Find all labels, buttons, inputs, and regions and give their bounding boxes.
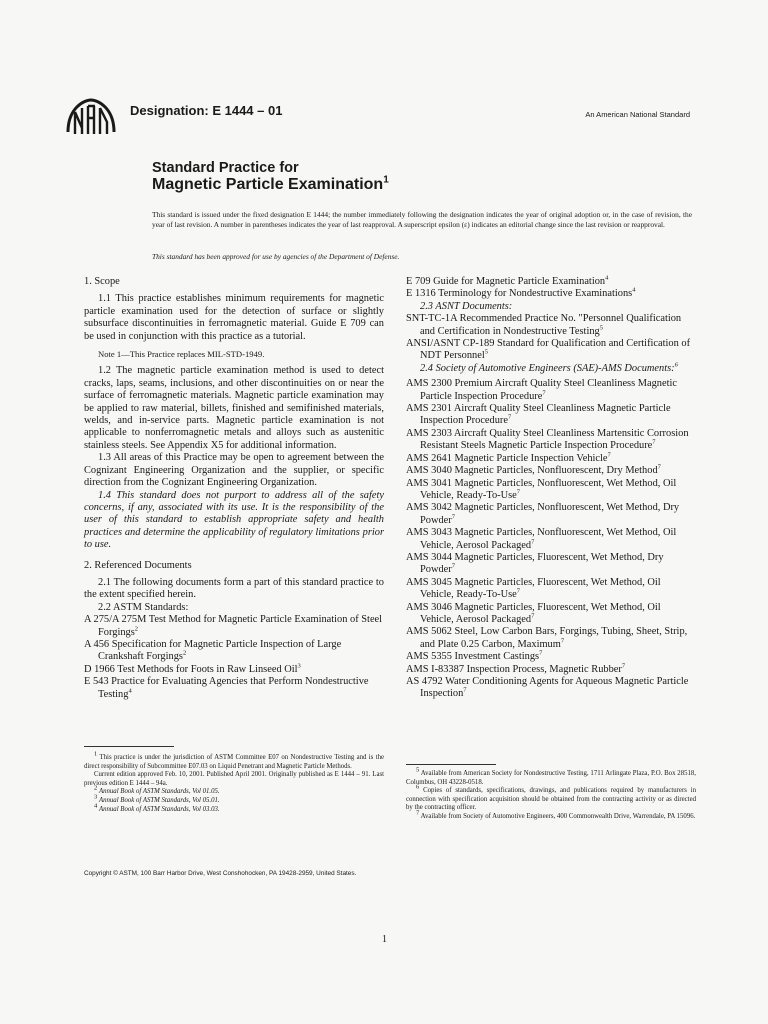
para-2-2: 2.2 ASTM Standards: bbox=[98, 601, 189, 613]
footnote-4: $^4$ Annual Book of ASTM Standards, Vol 03.03. bbox=[94, 802, 220, 813]
ref-item: SNT-TC-1A Recommended Practice No. "Personnel Qualification and Certification in Nondestructive Testing$^5$ bbox=[406, 313, 682, 337]
ref-item: AMS 2641 Magnetic Particle Inspection Vehicle$^7$ bbox=[406, 451, 611, 464]
ref-item: AMS 5355 Investment Castings$^7$ bbox=[406, 649, 543, 663]
refdocs-heading: 2. Referenced Documents bbox=[84, 559, 192, 571]
note-1: Note 1—This Practice replaces MIL-STD-1949. bbox=[98, 349, 265, 360]
ref-item: ANSI/ASNT CP-189 Standard for Qualification and Certification of NDT Personnel$^5$ bbox=[406, 338, 691, 362]
ref-item: AMS 3045 Magnetic Particles, Fluorescent, Wet Method, Oil Vehicle, Ready-To-Use$^7$ bbox=[406, 576, 661, 601]
footnotes-right bbox=[406, 766, 697, 822]
ref-item: E 543 Practice for Evaluating Agencies that Perform Nondestructive Testing$^4$ bbox=[84, 676, 369, 700]
ref-item: AMS 3043 Magnetic Particles, Nonfluorescent, Wet Method, Oil Vehicle, Aerosol Packaged$^7$ bbox=[406, 527, 677, 551]
ref-item: AMS 3041 Magnetic Particles, Nonfluorescent, Wet Method, Oil Vehicle, Ready-To-Use$^7$ bbox=[406, 477, 677, 501]
footnote-1-edition: Current edition approved Feb. 10, 2001. Published April 2001. Originally published as E 1444 – 91. Last previous edition E 1444 – 94a. bbox=[84, 771, 384, 787]
ref-item: D 1966 Test Methods for Foots in Raw Linseed Oil$^3$ bbox=[84, 662, 301, 675]
ref-item: AMS 5062 Steel, Low Carbon Bars, Forgings, Tubing, Sheet, Strip, and Plate 0.25 Carbon, Maximum$^7$ bbox=[406, 626, 688, 650]
footnote-7: $^7$ Available from Society of Automotive Engineers, 400 Commonwealth Drive, Warrendale, PA 15096. bbox=[416, 809, 696, 820]
footnote-1: $^1$ This practice is under the jurisdiction of ASTM Committee E07 on Nondestructive Testing and is the direct responsibility of Subcommittee E07.03 on Liquid Penetrant and Magnetic Particle Methods. bbox=[84, 750, 385, 770]
page-number: 1 bbox=[382, 934, 387, 945]
left-column bbox=[84, 276, 384, 701]
footnote-3: $^3$ Annual Book of ASTM Standards, Vol 05.01. bbox=[94, 793, 220, 804]
ref-item: AMS I-83387 Inspection Process, Magnetic Rubber$^7$ bbox=[406, 662, 626, 675]
approval-statement: This standard has been approved for use by agencies of the Department of Defense. bbox=[152, 252, 400, 261]
ref-item: E 1316 Terminology for Nondestructive Examinations$^4$ bbox=[406, 286, 636, 300]
title-line-1: Standard Practice for bbox=[152, 160, 299, 176]
ref-item: A 275/A 275M Test Method for Magnetic Particle Examination of Steel Forgings$^2$ bbox=[84, 614, 383, 638]
ref-item: A 456 Specification for Magnetic Particle Inspection of Large Crankshaft Forgings$^2$ bbox=[84, 638, 342, 663]
title-footnote-marker: 1 bbox=[383, 174, 389, 186]
right-column bbox=[406, 276, 696, 701]
para-2-1: 2.1 The following documents form a part of this standard practice to the extent specified herein. bbox=[84, 576, 384, 601]
ref-item: AMS 3046 Magnetic Particles, Fluorescent, Wet Method, Oil Vehicle, Aerosol Packaged$^7$ bbox=[406, 601, 661, 625]
ref-item: AMS 3042 Magnetic Particles, Nonfluorescent, Wet Method, Dry Powder$^7$ bbox=[406, 502, 680, 526]
footnote-5: $^5$ Available from American Society for Nondestructive Testing, 1711 Arlingate Plaza, P.O. Box 28518, Columbus, OH 43228-0518. bbox=[406, 766, 696, 786]
scope-heading: 1. Scope bbox=[84, 276, 120, 287]
para-2-3: 2.3 ASNT Documents: bbox=[420, 300, 513, 312]
issued-statement: This standard is issued under the fixed designation E 1444; the number immediately following the designation indicates the year of original adoption or, in the case of revision, the year of last revision. A number in parentheses indicates the year of last reapproval. A superscript epsilon (ε) indicates an editorial change since the last revision or reapproval. bbox=[152, 210, 692, 229]
ref-item: AMS 2301 Aircraft Quality Steel Cleanliness Magnetic Particle Inspection Procedure$^7$ bbox=[406, 403, 671, 427]
astm-logo-icon bbox=[64, 98, 118, 138]
para-1-3: 1.3 All areas of this Practice may be open to agreement between the Cognizant Engineering Organization and the supplier, or specific direction from the Cognizant Engineering Organization. bbox=[84, 452, 384, 489]
ref-item: AS 4792 Water Conditioning Agents for Aqueous Magnetic Particle Inspection$^7$ bbox=[406, 676, 689, 700]
ref-item: AMS 2303 Aircraft Quality Steel Cleanliness Martensitic Corrosion Resistant Steels Magnetic Particle Inspection Procedure$^7$ bbox=[406, 427, 689, 452]
copyright-line: Copyright © ASTM, 100 Barr Harbor Drive, West Conshohocken, PA 19428-2959, United States. bbox=[84, 870, 357, 877]
national-standard-label: An American National Standard bbox=[585, 110, 690, 119]
footnote-divider-right bbox=[406, 764, 496, 765]
para-1-2: 1.2 The magnetic particle examination method is used to detect cracks, laps, seams, inclusions, and other discontinuities on or near the surface of ferromagnetic materials. Magnetic particle examination may be applied to raw material, billets, finished and semifinished materials, welds, and in-service parts. Magnetic particle examination is not applicable to nonferromagnetic metals and alloys such as austenitic stainless steels. See Appendix X5 for additional information. bbox=[84, 365, 384, 451]
para-1-1: 1.1 This practice establishes minimum requirements for magnetic particle examination used for the detection of surface or slightly subsurface discontinuities in ferromagnetic material. Guide E 709 can be used in conjunction with this practice as a tutorial. bbox=[84, 293, 384, 342]
ref-item: E 709 Guide for Magnetic Particle Examination$^4$ bbox=[406, 274, 609, 287]
title-line-2 bbox=[152, 176, 389, 194]
footnote-2: $^2$ Annual Book of ASTM Standards, Vol 01.05. bbox=[94, 785, 220, 796]
para-1-4: 1.4 This standard does not purport to address all of the safety concerns, if any, associated with its use. It is the responsibility of the user of this standard to establish appropriate safety and health practices and determine the applicability of regulatory limitations prior to use. bbox=[84, 489, 384, 551]
footnote-divider-left bbox=[84, 746, 174, 747]
footnote-6: $^6$ Copies of standards, specifications, drawings, and publications required by manufacturers in connection with specification acquisition should be obtained from the contracting activity or as directed by the contracting officer. bbox=[406, 783, 697, 812]
ref-item: AMS 2300 Premium Aircraft Quality Steel Cleanliness Magnetic Particle Inspection Procedure$^7$ bbox=[406, 378, 677, 402]
footnotes-left bbox=[84, 750, 385, 814]
title-text: Magnetic Particle Examination bbox=[152, 176, 384, 193]
designation: Designation: E 1444 – 01 bbox=[130, 103, 283, 118]
ref-item: AMS 3040 Magnetic Particles, Nonfluorescent, Dry Method$^7$ bbox=[406, 463, 661, 477]
ref-item: AMS 3044 Magnetic Particles, Fluorescent, Wet Method, Dry Powder$^7$ bbox=[406, 551, 664, 576]
para-2-4: 2.4 Society of Automotive Engineers (SAE)-AMS Documents:$^6$ bbox=[420, 361, 678, 374]
